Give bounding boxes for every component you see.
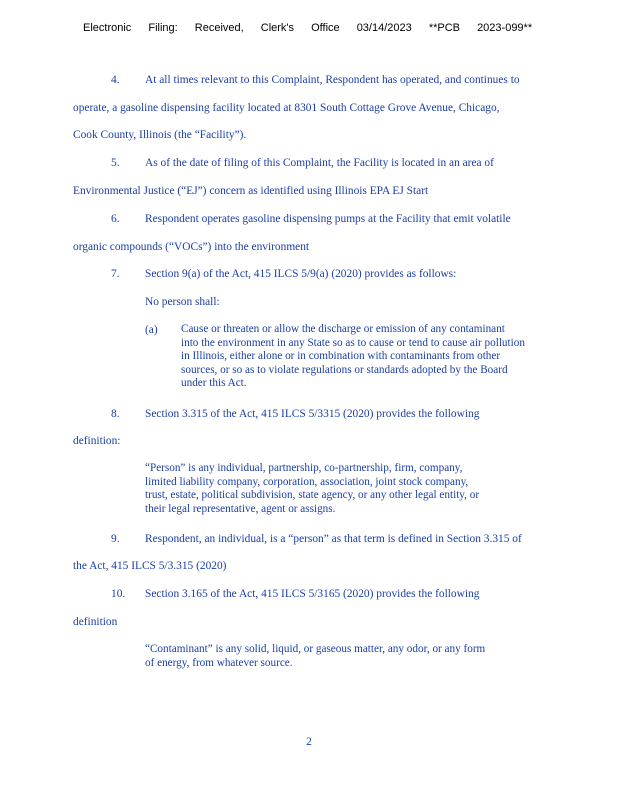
header-part: Filing:	[148, 22, 178, 34]
quote-line: trust, estate, political subdivision, state agency, or any other legal entity, or	[145, 489, 480, 502]
header-part: 2023-099**	[477, 22, 533, 34]
paragraph-line: the Act, 415 ILCS 5/3.315 (2020)	[73, 560, 227, 572]
sub-item-line: in Illinois, either alone or in combination with contaminants from other	[181, 350, 501, 363]
header-part: Office	[311, 22, 340, 34]
paragraph-line: operate, a gasoline dispensing facility located at 8301 South Cottage Grove Avenue, Chicago,	[73, 102, 500, 114]
paragraph-line: Section 3.165 of the Act, 415 ILCS 5/3165 (2020) provides the following	[145, 588, 480, 600]
header-part: Received,	[194, 22, 244, 34]
paragraph-line: Environmental Justice (“EJ”) concern as identified using Illinois EPA EJ Start	[73, 185, 429, 197]
paragraph-line: Section 9(a) of the Act, 415 ILCS 5/9(a) (2020) provides as follows:	[145, 268, 457, 280]
page-number: 2	[306, 736, 312, 748]
paragraph-line: definition	[73, 616, 118, 628]
header-part: 03/14/2023	[356, 22, 412, 34]
paragraph-line: Respondent, an individual, is a “person” as that term is defined in Section 3.315 of	[145, 533, 522, 545]
sub-item-line: sources, or so as to violate regulations or standards adopted by the Board	[181, 363, 508, 376]
paragraph-line: Respondent operates gasoline dispensing pumps at the Facility that emit volatile	[145, 213, 511, 225]
sub-intro: No person shall:	[145, 296, 220, 308]
definition-quote	[145, 643, 485, 670]
paragraph-number: 7.	[111, 268, 120, 280]
quote-line: “Person” is any individual, partnership, co-partnership, firm, company,	[145, 462, 463, 474]
header-part: Clerk's	[260, 22, 295, 34]
paragraph-number: 5.	[111, 157, 120, 169]
paragraph-line: definition:	[73, 435, 121, 447]
sub-item-line: into the environment in any State so as to cause or tend to cause air pollution	[181, 336, 525, 349]
sub-item-text	[181, 323, 525, 391]
paragraph-line: As of the date of filing of this Complaint, the Facility is located in an area of	[145, 157, 494, 169]
sub-item-line: under this Act.	[181, 377, 247, 390]
quote-line: “Contaminant” is any solid, liquid, or gaseous matter, any odor, or any form	[145, 643, 486, 655]
paragraph-number: 8.	[111, 408, 120, 420]
paragraph-line: At all times relevant to this Complaint, Respondent has operated, and continues to	[145, 74, 520, 86]
sub-item-line: Cause or threaten or allow the discharge or emission of any contaminant	[181, 323, 505, 335]
paragraph-line: Cook County, Illinois (the “Facility”).	[73, 129, 247, 141]
paragraph-line: organic compounds (“VOCs”) into the environment	[73, 241, 310, 253]
paragraph-line: Section 3.315 of the Act, 415 ILCS 5/3315 (2020) provides the following	[145, 408, 480, 420]
paragraph-number: 4.	[111, 74, 120, 86]
header-part: Electronic	[83, 22, 132, 34]
definition-quote	[145, 462, 479, 516]
sub-item-label: (a)	[145, 324, 158, 336]
paragraph-number: 10.	[111, 588, 126, 600]
quote-line: limited liability company, corporation, association, joint stock company,	[145, 475, 469, 488]
paragraph-number: 6.	[111, 213, 120, 225]
paragraph-number: 9.	[111, 533, 120, 545]
quote-line: of energy, from whatever source.	[145, 656, 293, 669]
filing-stamp-header	[83, 22, 532, 34]
quote-line: their legal representative, agent or assigns.	[145, 502, 336, 515]
header-part: **PCB	[428, 22, 460, 34]
